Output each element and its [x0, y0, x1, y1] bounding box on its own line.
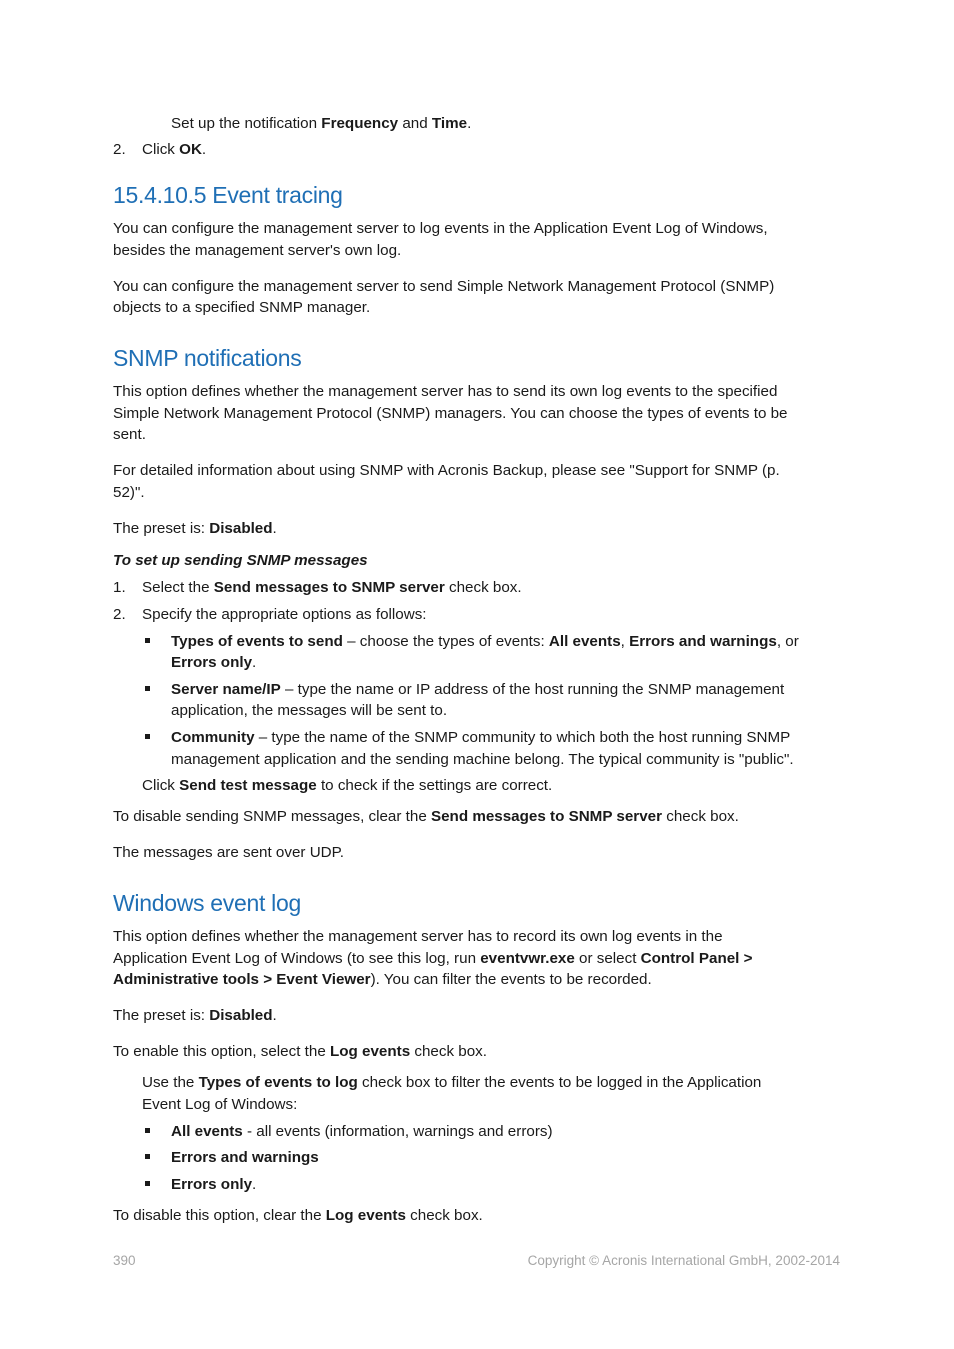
windows-event-log-heading: Windows event log	[113, 890, 301, 916]
use-types-line: Event Log of Windows:	[142, 1096, 298, 1113]
paragraph-line: sent.	[113, 426, 146, 443]
procedure-title: To set up sending SNMP messages	[113, 552, 368, 569]
disable-snmp-line: To disable sending SNMP messages, clear the Send messages to SNMP server check box.	[113, 808, 739, 825]
snmp-notifications-heading: SNMP notifications	[113, 345, 302, 371]
paragraph-line: besides the management server's own log.	[113, 242, 402, 259]
bullet-line: Errors and warnings	[171, 1149, 319, 1166]
bullet-square-icon	[145, 1128, 150, 1133]
bullet-square-icon	[145, 1181, 150, 1186]
test-message-line: Click Send test message to check if the settings are correct.	[142, 777, 553, 794]
bullet-line: Types of events to send – choose the types of events: All events, Errors and warnings, or	[171, 633, 799, 650]
paragraph-line: Simple Network Management Protocol (SNMP) managers. You can choose the types of events to be	[113, 405, 788, 422]
paragraph-line: This option defines whether the management server has to record its own log events in the	[113, 928, 723, 945]
frequency-line: Set up the notification Frequency and Time.	[171, 115, 472, 132]
paragraph-line: This option defines whether the management server has to send its own log events to the specified	[113, 383, 778, 400]
step-number: 2.	[113, 141, 126, 158]
preset-line: The preset is: Disabled.	[113, 1007, 277, 1024]
paragraph-line: You can configure the management server to log events in the Application Event Log of Windows,	[113, 220, 768, 237]
bullet-line: Errors only.	[171, 1176, 257, 1193]
disable-option-line: To disable this option, clear the Log events check box.	[113, 1207, 483, 1224]
paragraph-line: Administrative tools > Event Viewer). You can filter the events to be recorded.	[113, 971, 652, 988]
bullet-line: application, the messages will be sent to.	[171, 702, 448, 719]
bullet-line: Community – type the name of the SNMP community to which both the host running SNMP	[171, 729, 791, 746]
copyright: Copyright © Acronis International GmbH, 2002-2014	[527, 1253, 840, 1268]
bullet-line: Errors only.	[171, 654, 257, 671]
bullet-line: Server name/IP – type the name or IP address of the host running the SNMP management	[171, 681, 785, 698]
page-number: 390	[113, 1253, 136, 1268]
paragraph-line: objects to a specified SNMP manager.	[113, 299, 371, 316]
step-number: 1.	[113, 579, 126, 596]
bullet-square-icon	[145, 686, 150, 691]
bullet-square-icon	[145, 638, 150, 643]
step-line: Select the Send messages to SNMP server check box.	[142, 579, 522, 596]
udp-line: The messages are sent over UDP.	[113, 844, 345, 861]
enable-option-line: To enable this option, select the Log events check box.	[113, 1043, 487, 1060]
bullet-line: All events - all events (information, warnings and errors)	[171, 1123, 553, 1140]
event-tracing-heading: 15.4.10.5 Event tracing	[113, 182, 343, 208]
use-types-line: Use the Types of events to log check box to filter the events to be logged in the Application	[142, 1074, 762, 1091]
paragraph-line: 52)".	[113, 484, 145, 501]
click-ok-line: Click OK.	[142, 141, 207, 158]
step-line: Specify the appropriate options as follows:	[142, 606, 427, 623]
bullet-square-icon	[145, 1154, 150, 1159]
paragraph-line: Application Event Log of Windows (to see this log, run eventvwr.exe or select Control Panel >	[113, 950, 753, 967]
preset-line: The preset is: Disabled.	[113, 520, 277, 537]
bullet-line: management application and the sending machine belong. The typical community is "public".	[171, 751, 794, 768]
paragraph-line: You can configure the management server to send Simple Network Management Protocol (SNMP)	[113, 278, 775, 295]
paragraph-line: For detailed information about using SNMP with Acronis Backup, please see "Support for SNMP (p.	[113, 462, 780, 479]
step-number: 2.	[113, 606, 126, 623]
bullet-square-icon	[145, 734, 150, 739]
